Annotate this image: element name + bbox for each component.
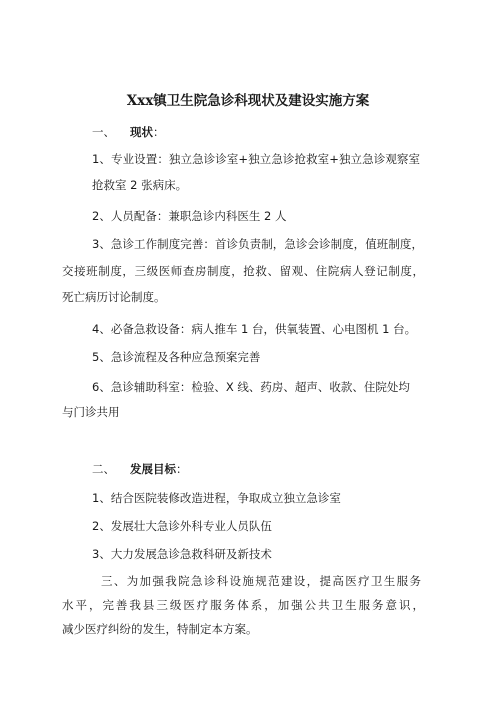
- status-item-3-line-2: 交接班制度，三级医师查房制度，抢救、留观、住院病人登记制度，: [62, 264, 424, 278]
- section-label: 发展目标: [130, 462, 176, 476]
- status-item-6-line-1: 6、急诊辅助科室：检验、X 线、药房、超声、收款、住院处均: [92, 380, 410, 394]
- section-number: 一、: [92, 125, 115, 139]
- status-item-1-line-2: 抢救室 2 张病床。: [92, 178, 188, 192]
- goal-item-2: 2、发展壮大急诊外科专业人员队伍: [92, 519, 272, 533]
- section-suffix: ：: [176, 462, 188, 476]
- status-item-2: 2、人员配备：兼职急诊内科医生 2 人: [92, 209, 287, 223]
- section3-line-1: 三、为加强我院急诊科设施规范建设，提高医疗卫生服务: [101, 574, 421, 588]
- document-title: Xxx镇卫生院急诊科现状及建设实施方案: [126, 93, 370, 109]
- section-suffix: ：: [153, 125, 165, 139]
- section-heading-goals: [92, 461, 188, 477]
- status-item-3-line-1: 3、急诊工作制度完善：首诊负责制，急诊会诊制度，值班制度，: [92, 237, 423, 251]
- section-heading-status: [92, 124, 165, 140]
- status-item-1-line-1: 1、专业设置：独立急诊诊室+独立急诊抢救室+独立急诊观察室: [92, 152, 420, 166]
- section3-line-3: 减少医疗纠纷的发生，特制定本方案。: [62, 622, 258, 636]
- section-number: 二、: [92, 462, 115, 476]
- goal-item-3: 3、大力发展急诊急救科研及新技术: [92, 547, 272, 561]
- section-label: 现状: [130, 125, 153, 139]
- status-item-4: 4、必备急救设备：病人推车 1 台，供氧装置、心电图机 1 台。: [92, 322, 417, 336]
- section3-line-2: 水平，完善我县三级医疗服务体系，加强公共卫生服务意识，: [62, 598, 424, 612]
- status-item-5: 5、急诊流程及各种应急预案完善: [92, 350, 261, 364]
- status-item-6-line-2: 与门诊共用: [62, 405, 120, 419]
- status-item-3-line-3: 死亡病历讨论制度。: [62, 290, 166, 304]
- goal-item-1: 1、结合医院装修改造进程，争取成立独立急诊室: [92, 491, 341, 505]
